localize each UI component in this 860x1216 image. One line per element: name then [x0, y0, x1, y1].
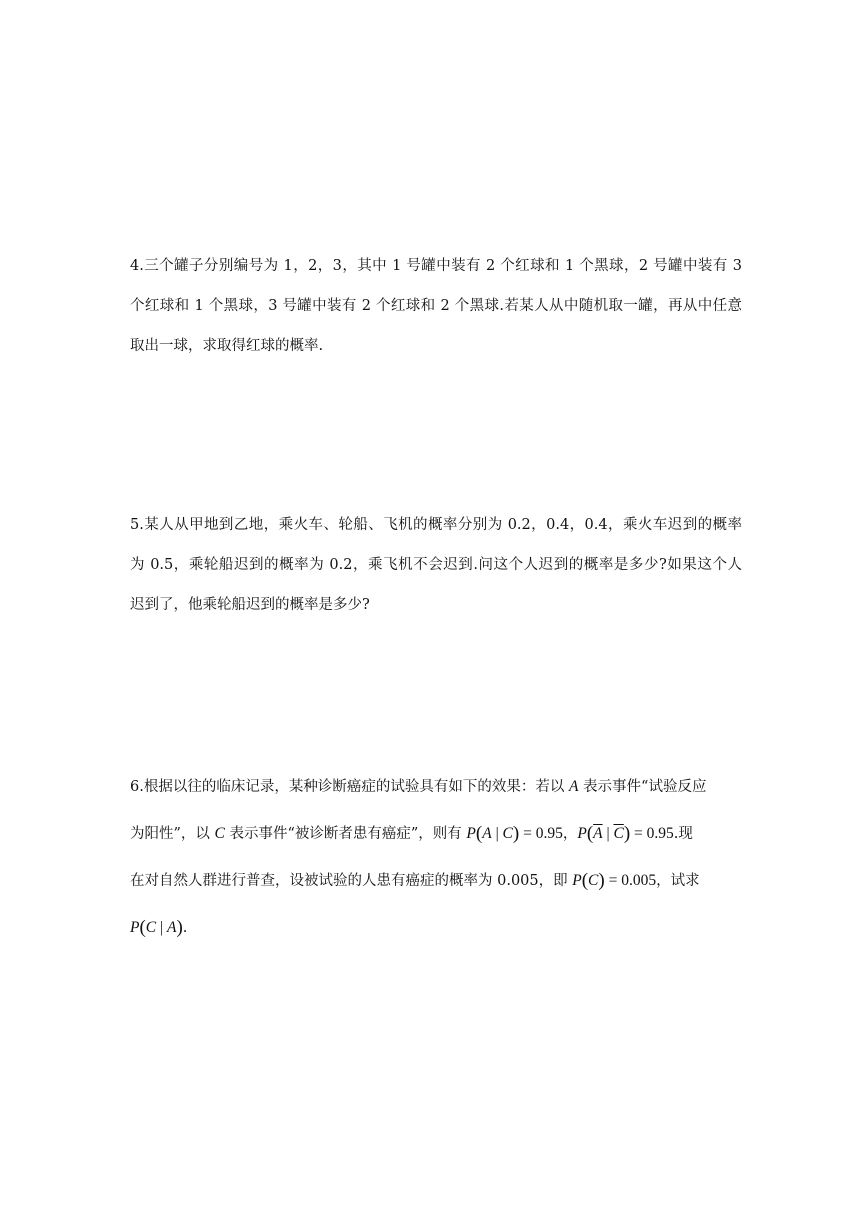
problem-5-line-3: 迟到了，他乘轮船迟到的概率是多少?: [130, 597, 370, 613]
problem-6-line-2: 为阳性”，以 C 表示事件“被诊断者患有癌症”，则有 P(A | C) = 0.95，$P(\overline{A}$ | $\overline{C}) = 0.95$.现: [130, 823, 693, 844]
problem-4-line-3: 取出一球，求取得红球的概率.: [130, 338, 324, 354]
var-c: C: [214, 825, 225, 842]
problem-6: [130, 777, 742, 938]
problem-6-line-1: [130, 777, 742, 797]
problem-4-line-1: 4.三个罐子分别编号为 1，2，3，其中 1 号罐中装有 2 个红球和 1 个黑球，2 号罐中装有 3: [130, 258, 742, 274]
problem-6-line-3: 在对自然人群进行普查，设被试验的人患有癌症的概率为 0.005，即 P(C) = 0.005，试求: [130, 870, 700, 891]
problem-5: [130, 515, 742, 615]
problem-6-line-4: P(C | A).: [130, 917, 188, 938]
problem-4-line-2: 个红球和 1 个黑球，3 号罐中装有 2 个红球和 2 个黑球.若某人从中随机取一罐，再从中任意: [130, 298, 742, 314]
problem-5-line-2: 为 0.5，乘轮船迟到的概率为 0.2，乘飞机不会迟到.问这个人迟到的概率是多少?如果这个人: [130, 557, 742, 573]
problem-6-line-1-text: 6.根据以往的临床记录，某种诊断癌症的试验具有如下的效果：若以 A 表示事件“试验反应: [130, 778, 707, 795]
formula-p-a-given-c: P(A | C) = 0.95: [466, 823, 563, 844]
problem-4: [130, 256, 742, 356]
var-a: A: [568, 778, 579, 795]
formula-p-not-a-given-not-c: $P(\overline{A}$ | $\overline{C}) = 0.95$: [577, 823, 674, 844]
formula-p-c: P(C) = 0.005: [572, 870, 657, 891]
problem-5-line-1: 5.某人从甲地到乙地，乘火车、轮船、飞机的概率分别为 0.2，0.4，0.4，乘火车迟到的概率: [130, 517, 742, 533]
formula-p-c-given-a: P(C | A): [130, 917, 183, 938]
